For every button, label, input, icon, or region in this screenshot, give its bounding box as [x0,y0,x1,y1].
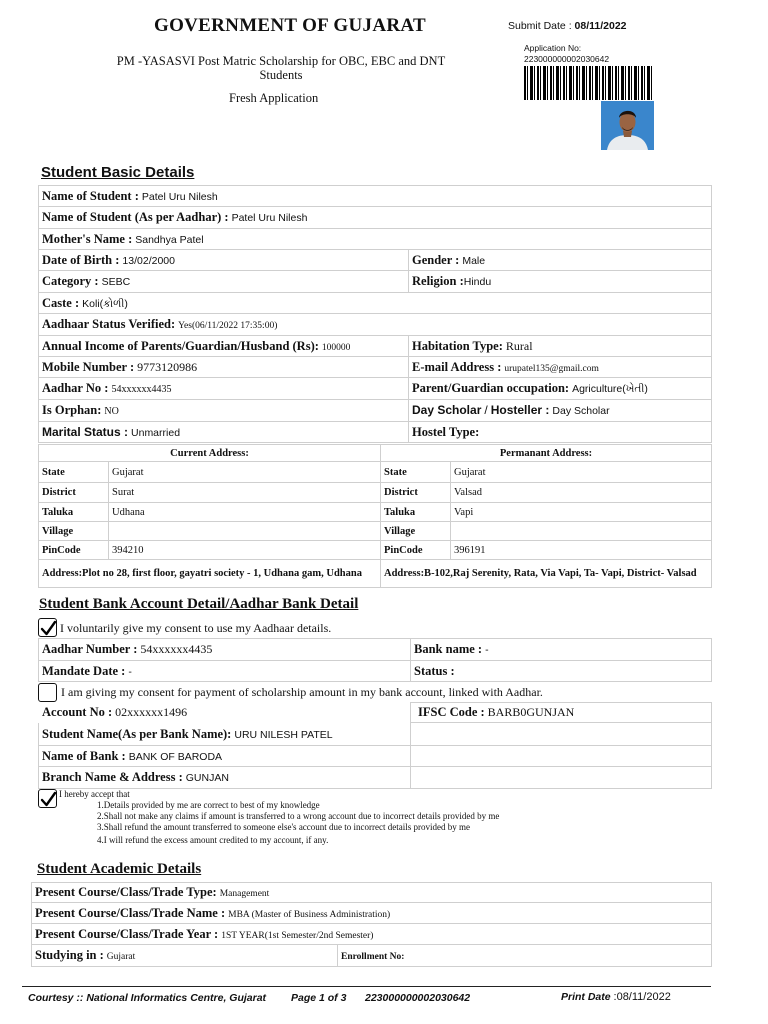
row-caste [39,293,712,314]
permanent-pincode-label: PinCode [381,541,451,560]
student-photo [601,101,654,150]
caste-label: Caste : [42,295,80,310]
footer-rule [22,986,711,987]
row-mother [39,229,712,250]
studying-label: Studying in : [35,948,104,962]
bank-details-title: Student Bank Account Detail/Aadhar Bank Detail [39,596,359,612]
current-taluka-label: Taluka [39,503,109,522]
mandate-date-value: - [128,665,132,678]
aadhaar-consent-text: I voluntarily give my consent to use my Aadhaar details. [60,621,332,635]
payment-consent-checkbox[interactable] [38,683,57,702]
current-address-title: Current Address: [39,445,381,462]
row-aadhaar-status [39,314,712,336]
income-value: 100000 [321,342,351,353]
studying-value: Gujarat [106,952,136,962]
income-label: Annual Income of Parents/Guardian/Husband (Rs): [42,338,319,353]
permanent-address-title: Permanant Address: [381,445,712,462]
permanent-full-address: Address:B-102,Raj Serenity, Rata, Via Vapi, Ta- Vapi, District- Valsad [381,560,712,588]
current-village-label: Village [39,522,109,541]
occupation-label: Parent/Guardian occupation: [412,381,570,395]
accept-item-4: 4.I will refund the excess amount credited to my account, if any. [97,835,329,845]
mobile-value: 9773120986 [137,359,198,374]
bank-student-name-label: Student Name(As per Bank Name): [42,726,232,741]
row-aadhar-name [39,207,712,229]
academic-details-title: Student Academic Details [37,861,202,877]
row-category-religion [39,271,712,293]
permanent-village-label: Village [381,522,451,541]
course-year-value: 1ST YEAR(1st Semester/2nd Semester) [221,930,374,941]
row-income-habitation [39,336,712,357]
enrollment-label: Enrollment No: [341,952,405,962]
bank-student-name-value: URU NILESH PATEL [234,728,333,741]
accept-text [59,789,499,846]
mobile-label: Mobile Number : [42,359,135,374]
row-aadhar-occupation [39,378,712,400]
name-of-bank-value: BANK OF BARODA [128,750,223,763]
print-date-label: Print Date [561,991,611,1003]
aadhar-no-label: Aadhar No : [42,381,109,395]
bank-account-table [38,702,712,789]
orphan-label: Is Orphan: [42,403,102,417]
application-no-label: Application No: [524,43,582,53]
religion-label: Religion : [412,274,464,288]
dob-value: 13/02/2000 [122,254,175,267]
application-type: Fresh Application [229,91,319,105]
permanent-pincode-value: 396191 [451,541,712,560]
current-state-value: Gujarat [109,462,381,483]
footer-page: Page 1 of 3 [291,992,347,1004]
category-label: Category : [42,274,99,288]
bank-aadhar-table [38,638,712,682]
submit-date-label: Submit Date : [508,20,572,32]
basic-details-table [38,185,712,443]
ifsc-label: IFSC Code : [418,705,485,719]
current-address-table [38,444,381,588]
aadhaar-status-value: Yes(06/11/2022 17:35:00) [178,321,278,331]
current-taluka-value: Udhana [109,503,381,522]
accept-item-2: 2.Shall not make any claims if amount is transferred to a wrong account due to incorrect details provided by me [97,811,500,821]
ifsc-value: BARB0GUNJAN [487,705,575,719]
name-of-bank-label: Name of Bank : [42,748,126,763]
submit-date-value: 08/11/2022 [574,20,627,32]
status-label: Status : [414,663,455,678]
accept-title: I hereby accept that [59,789,130,799]
bank-aadhar-number-value: 54xxxxxx4435 [140,642,213,656]
aadhar-name-value: Patel Uru Nilesh [231,212,308,224]
permanent-state-label: State [381,462,451,483]
branch-value: GUNJAN [185,772,229,784]
permanent-taluka-label: Taluka [381,503,451,522]
day-scholar-value: Day Scholar [552,405,610,417]
name-value: Patel Uru Nilesh [141,190,218,203]
academic-table [31,882,712,967]
print-date-value: :08/11/2022 [613,991,671,1003]
current-district-value: Surat [109,483,381,503]
slash: / [484,403,488,417]
dob-label: Date of Birth : [42,252,120,267]
barcode [524,66,652,100]
hosteller-label: Hosteller : [490,403,550,417]
course-year-label: Present Course/Class/Trade Year : [35,926,219,941]
occupation-value: Agriculture(ખેતી) [572,383,648,395]
mother-value: Sandhya Patel [135,233,204,246]
current-pincode-label: PinCode [39,541,109,560]
bank-name-value: - [485,644,489,656]
permanent-taluka-value: Vapi [451,503,712,522]
payment-consent-text: I am giving my consent for payment of scholarship amount in my bank account, linked with Aadhar. [61,685,543,699]
row-name [39,186,712,207]
course-type-label: Present Course/Class/Trade Type: [35,885,217,899]
accept-checkbox[interactable] [38,789,57,808]
course-type-value: Management [219,889,270,899]
gender-value: Male [462,254,486,267]
orphan-value: NO [104,406,119,417]
footer-print-date [561,991,671,1003]
row-dob-gender [39,250,712,271]
course-name-label: Present Course/Class/Trade Name : [35,905,226,920]
account-no-value: 02xxxxxx1496 [115,705,188,719]
permanent-address-table [380,444,712,588]
marital-value: Unmarried [131,426,181,439]
name-label: Name of Student : [42,188,139,203]
row-marital-hostel [39,422,712,443]
marital-label: Marital Status : [42,424,129,439]
day-scholar-label: Day Scholar [412,403,482,417]
caste-value: Koli(કોળી) [82,297,128,310]
aadhaar-status-label: Aadhaar Status Verified: [42,317,176,331]
bank-name-label: Bank name : [414,642,483,656]
checkmark-icon [39,619,58,638]
row-orphan-dayscholar [39,400,712,422]
permanent-district-value: Valsad [451,483,712,503]
account-no-label: Account No : [42,705,113,719]
habitation-value: Rural [505,338,533,353]
government-title: GOVERNMENT OF GUJARAT [154,15,426,36]
bank-aadhar-number-label: Aadhar Number : [42,642,138,656]
scheme-title: PM -YASASVI Post Matric Scholarship for OBC, EBC and DNT Students [116,54,446,82]
current-district-label: District [39,483,109,503]
category-value: SEBC [101,276,131,288]
accept-item-1: 1.Details provided by me are correct to best of my knowledge [97,800,320,810]
application-no-value: 223000000002030642 [524,54,610,64]
email-value: urupatel135@gmail.com [504,363,599,374]
course-name-value: MBA (Master of Business Administration) [228,909,391,920]
aadhar-no-value: 54xxxxxx4435 [111,384,172,395]
checkmark-icon [39,790,58,809]
basic-details-title: Student Basic Details [41,164,195,181]
aadhar-name-label: Name of Student (As per Aadhar) : [42,210,229,224]
current-full-address: Address:Plot no 28, first floor, gayatri society - 1, Udhana gam, Udhana [39,560,381,588]
mandate-date-label: Mandate Date : [42,663,126,678]
mother-label: Mother's Name : [42,231,133,246]
religion-value: Hindu [463,276,492,288]
branch-label: Branch Name & Address : [42,770,183,784]
footer-app-no: 223000000002030642 [365,992,471,1004]
student-photo-icon [601,101,654,150]
footer-courtesy: Courtesy :: National Informatics Centre, Gujarat [28,992,267,1004]
accept-item-3: 3.Shall refund the amount transferred to someone else's account due to incorrect details provided by me [97,822,471,832]
permanent-district-label: District [381,483,451,503]
permanent-state-value: Gujarat [451,462,712,483]
row-mobile-email [39,357,712,378]
submit-date [508,20,627,32]
aadhaar-consent-checkbox[interactable] [38,618,57,637]
permanent-village-value [451,522,712,541]
gender-label: Gender : [412,252,460,267]
current-village-value [109,522,381,541]
habitation-label: Habitation Type: [412,338,503,353]
email-label: E-mail Address : [412,359,502,374]
hostel-type-label: Hostel Type: [412,424,480,439]
current-pincode-value: 394210 [109,541,381,560]
current-state-label: State [39,462,109,483]
